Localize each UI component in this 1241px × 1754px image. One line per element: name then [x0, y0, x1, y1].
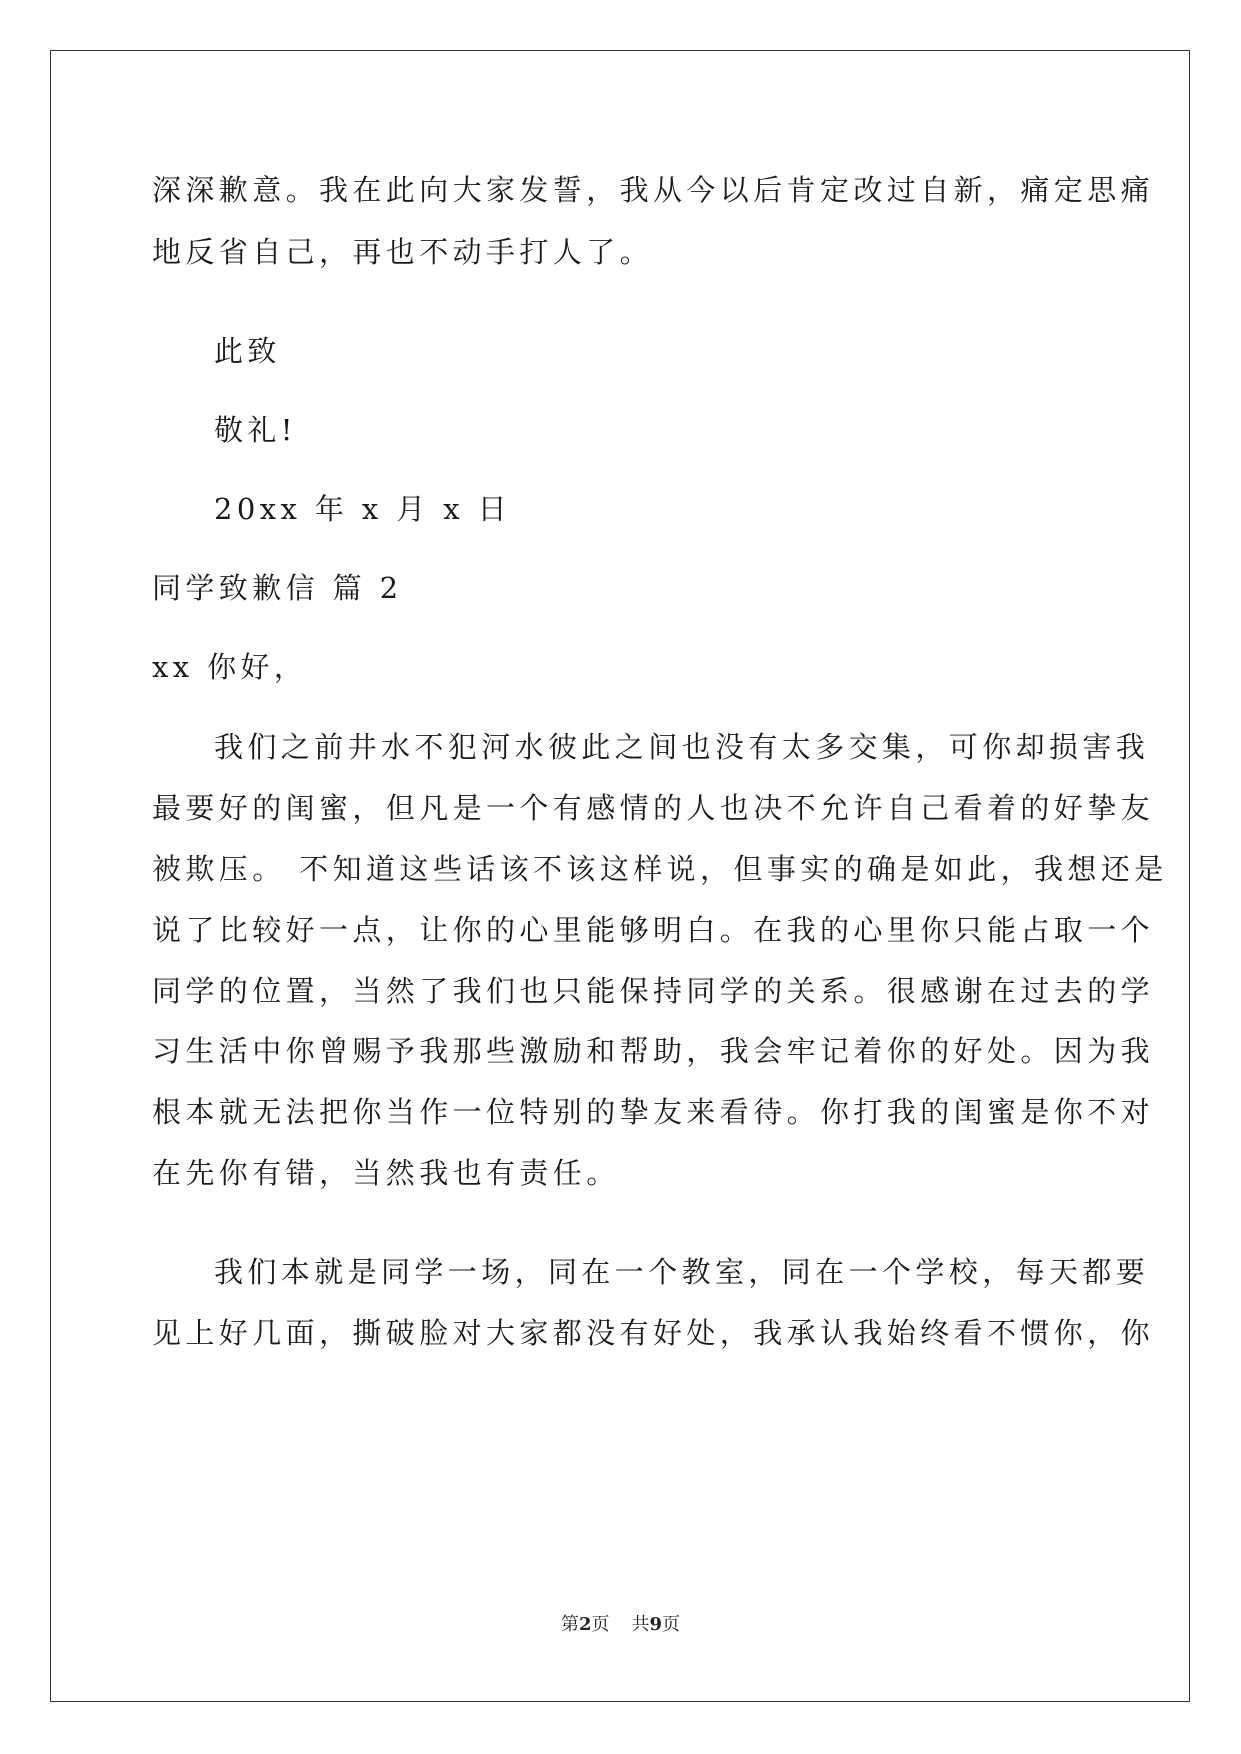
paragraph-2-line-8: 在先你有错，当然我也有责任。 — [152, 1156, 620, 1190]
paragraph-1-line-1: 深深歉意。我在此向大家发誓，我从今以后肯定改过自新，痛定思痛 — [152, 173, 1155, 207]
paragraph-2-line-5: 同学的位置，当然了我们也只能保持同学的关系。很感谢在过去的学 — [152, 974, 1155, 1008]
paragraph-2-line-2: 最要好的闺蜜，但凡是一个有感情的人也决不允许自己看着的好挚友 — [152, 791, 1155, 825]
paragraph-1-line-2: 地反省自己，再也不动手打人了。 — [152, 235, 654, 269]
letter-date: 20xx 年 x 月 x 日 — [214, 492, 512, 526]
footer-page-number: 2 — [578, 1614, 592, 1635]
footer-page-suffix: 页 — [591, 1614, 610, 1635]
footer-total-pages: 9 — [649, 1614, 663, 1635]
page-footer — [0, 1613, 1241, 1637]
paragraph-2-line-6: 习生活中你曾赐予我那些激励和帮助，我会牢记着你的好处。因为我 — [152, 1034, 1155, 1068]
paragraph-2-line-3: 被欺压。 不知道这些话该不该这样说，但事实的确是如此，我想还是 — [152, 852, 1168, 886]
paragraph-3-line-1: 我们本就是同学一场，同在一个教室，同在一个学校，每天都要 — [214, 1255, 1150, 1289]
closing-salutation: 此致 — [214, 334, 281, 368]
footer-total-prefix: 共 — [631, 1614, 650, 1635]
section-heading: 同学致歉信 篇 2 — [152, 571, 403, 605]
paragraph-2-line-4: 说了比较好一点，让你的心里能够明白。在我的心里你只能占取一个 — [152, 913, 1155, 947]
closing-regards: 敬礼! — [214, 413, 297, 447]
paragraph-3-line-2: 见上好几面，撕破脸对大家都没有好处，我承认我始终看不惯你，你 — [152, 1316, 1155, 1350]
footer-total-suffix: 页 — [662, 1614, 681, 1635]
paragraph-2-line-7: 根本就无法把你当作一位特别的挚友来看待。你打我的闺蜜是你不对 — [152, 1095, 1155, 1129]
footer-page-prefix: 第 — [560, 1614, 579, 1635]
salutation: xx 你好， — [152, 650, 308, 684]
paragraph-2-line-1: 我们之前井水不犯河水彼此之间也没有太多交集，可你却损害我 — [214, 730, 1150, 764]
